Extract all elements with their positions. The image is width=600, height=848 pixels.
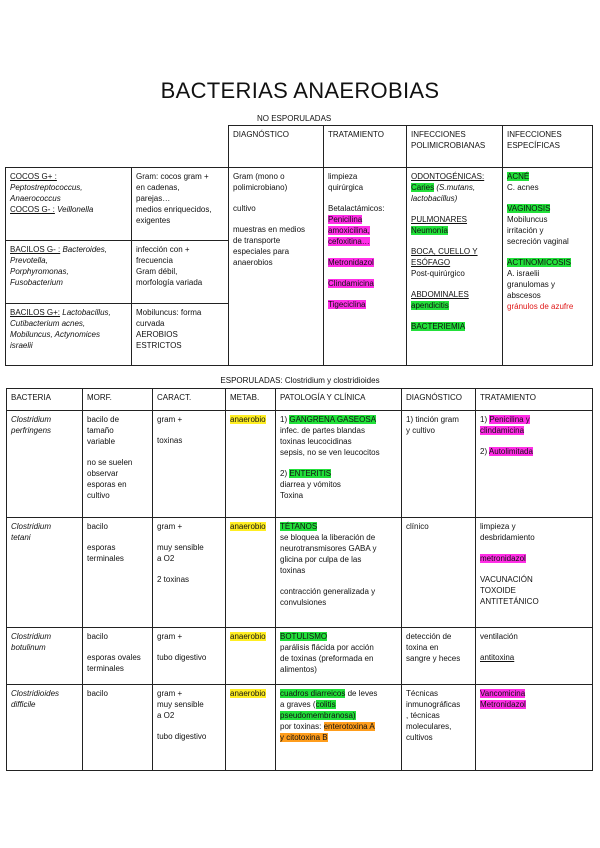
patologia-cell: 1) GANGRENA GASEOSA infec. de partes blandas toxinas leucocidinas sepsis, no se ven leucocitos 2) ENTERITIS diarrea y vómitos Toxina — [276, 411, 402, 518]
header-tratamiento: TRATAMIENTO — [476, 389, 593, 411]
tratamiento-cell: limpieza y desbridamiento metronidazol VACUNACIÓN TOXOIDE ANTITETÁNICO — [476, 518, 593, 628]
blank-cell — [6, 126, 229, 168]
header-especificas: INFECCIONES ESPECÍFICAS — [503, 126, 593, 168]
header-morf: MORF. — [83, 389, 153, 411]
tratamiento-cell: 1) Penicilina y clindamicina 2) Autolimitada — [476, 411, 593, 518]
bacilos-neg-desc: infección con + frecuencia Gram débil, morfología variada — [132, 241, 229, 304]
tratamiento-cell: limpieza quirúrgica Betalactámicos: Penicilina amoxicilina, cefoxitina… Metronidazol Clindamicina Tigeciclina — [324, 168, 407, 366]
diagnostico-cell: clínico — [402, 518, 476, 628]
header-metab: METAB. — [226, 389, 276, 411]
diagnostico-cell: Gram (mono o polimicrobiano) cultivo muestras en medios de transporte especiales para anaerobios — [229, 168, 324, 366]
polimicrobianas-cell: ODONTOGÉNICAS: Caries (S.mutans, lactobacillus) PULMONARES Neumonía BOCA, CUELLO Y ESÓFAGO Post-quirúrgico ABDOMINALES apendicitis BACTERIEMIA — [407, 168, 503, 366]
header-tratamiento: TRATAMIENTO — [324, 126, 407, 168]
table-row — [7, 685, 593, 771]
tratamiento-cell: Vancomicina Metronidazol — [476, 685, 593, 771]
esporuladas-caption: ESPORULADAS: Clostridium y clostridioides — [220, 376, 380, 385]
bacteria-name: Clostridium tetani — [7, 518, 83, 628]
caract-cell: gram + muy sensible a O2 2 toxinas — [153, 518, 226, 628]
cocos-desc: Gram: cocos gram + en cadenas, parejas… medios enriquecidos, exigentes — [132, 168, 229, 241]
no-esporuladas-table — [5, 125, 593, 366]
header-polimicrobianas: INFECCIONES POLIMICROBIANAS — [407, 126, 503, 168]
patologia-cell: BOTULISMO parálisis flácida por acción de toxinas (preformada en alimentos) — [276, 628, 402, 685]
bacilos-neg-cell: BACILOS G- : Bacteroides, Prevotella, Porphyromonas, Fusobacterium — [6, 241, 132, 304]
esporuladas-table — [6, 388, 593, 771]
bacilos-pos-desc: Mobiluncus: forma curvada AEROBIOS ESTRICTOS — [132, 304, 229, 366]
metab-cell: anaerobio — [226, 518, 276, 628]
bacteria-name: Clostridium perfringens — [7, 411, 83, 518]
drug-highlight: Clindamicina — [328, 279, 374, 288]
morf-cell: bacilo esporas terminales — [83, 518, 153, 628]
morf-cell: bacilo — [83, 685, 153, 771]
header-bacteria: BACTERIA — [7, 389, 83, 411]
header-row — [6, 126, 593, 168]
no-esporuladas-caption: NO ESPORULADAS — [257, 114, 332, 123]
diagnostico-cell: detección de toxina en sangre y heces — [402, 628, 476, 685]
tratamiento-cell: ventilación antitoxina — [476, 628, 593, 685]
metab-cell: anaerobio — [226, 628, 276, 685]
header-patologia: PATOLOGÍA Y CLÍNICA — [276, 389, 402, 411]
header-diagnostico: DIAGNÓSTICO — [402, 389, 476, 411]
header-caract: CARACT. — [153, 389, 226, 411]
patologia-cell: cuadros diarreicos de leves a graves (colitis pseudomembranosa) por toxinas: enterotoxina A y citotoxina B — [276, 685, 402, 771]
drug-highlight: Tigeciclina — [328, 300, 366, 309]
table-row — [7, 411, 593, 518]
caract-cell: gram + toxinas — [153, 411, 226, 518]
metab-cell: anaerobio — [226, 411, 276, 518]
metab-cell: anaerobio — [226, 685, 276, 771]
morf-cell: bacilo de tamaño variable no se suelen observar esporas en cultivo — [83, 411, 153, 518]
drug-highlight: amoxicilina, — [328, 226, 370, 235]
caract-cell: gram + muy sensible a O2 tubo digestivo — [153, 685, 226, 771]
bacteria-name: Clostridioides difficile — [7, 685, 83, 771]
table-row — [7, 518, 593, 628]
patologia-cell: TÉTANOS se bloquea la liberación de neurotransmisores GABA y glicina por culpa de las toxinas contracción generalizada y convulsiones — [276, 518, 402, 628]
caract-cell: gram + tubo digestivo — [153, 628, 226, 685]
drug-highlight: Penicilina — [328, 215, 363, 224]
diagnostico-cell: Técnicas inmunográficas , técnicas moleculares, cultivos — [402, 685, 476, 771]
diagnostico-cell: 1) tinción gram y cultivo — [402, 411, 476, 518]
bacteria-name: Clostridium botulinum — [7, 628, 83, 685]
header-diagnostico: DIAGNÓSTICO — [229, 126, 324, 168]
bacilos-pos-cell: BACILOS G+: Lactobacillus, Cutibacterium acnes, Mobiluncus, Actynomices israelii — [6, 304, 132, 366]
drug-highlight: Metronidazol — [328, 258, 374, 267]
esporuladas-header-row — [7, 389, 593, 411]
especificas-cell: ACNÉ C. acnes VAGINOSIS Mobiluncus irritación y secreción vaginal ACTINOMICOSIS A. israelii granulomas y abscesos gránulos de azufre — [503, 168, 593, 366]
cocos-cell: COCOS G+ : Peptostreptococcus, Anaerococcus COCOS G- : Veillonella — [6, 168, 132, 241]
drug-highlight: cefoxitina… — [328, 237, 370, 246]
page-title: BACTERIAS ANAEROBIAS — [160, 78, 440, 103]
cocos-row — [6, 168, 593, 241]
morf-cell: bacilo esporas ovales terminales — [83, 628, 153, 685]
table-row — [7, 628, 593, 685]
